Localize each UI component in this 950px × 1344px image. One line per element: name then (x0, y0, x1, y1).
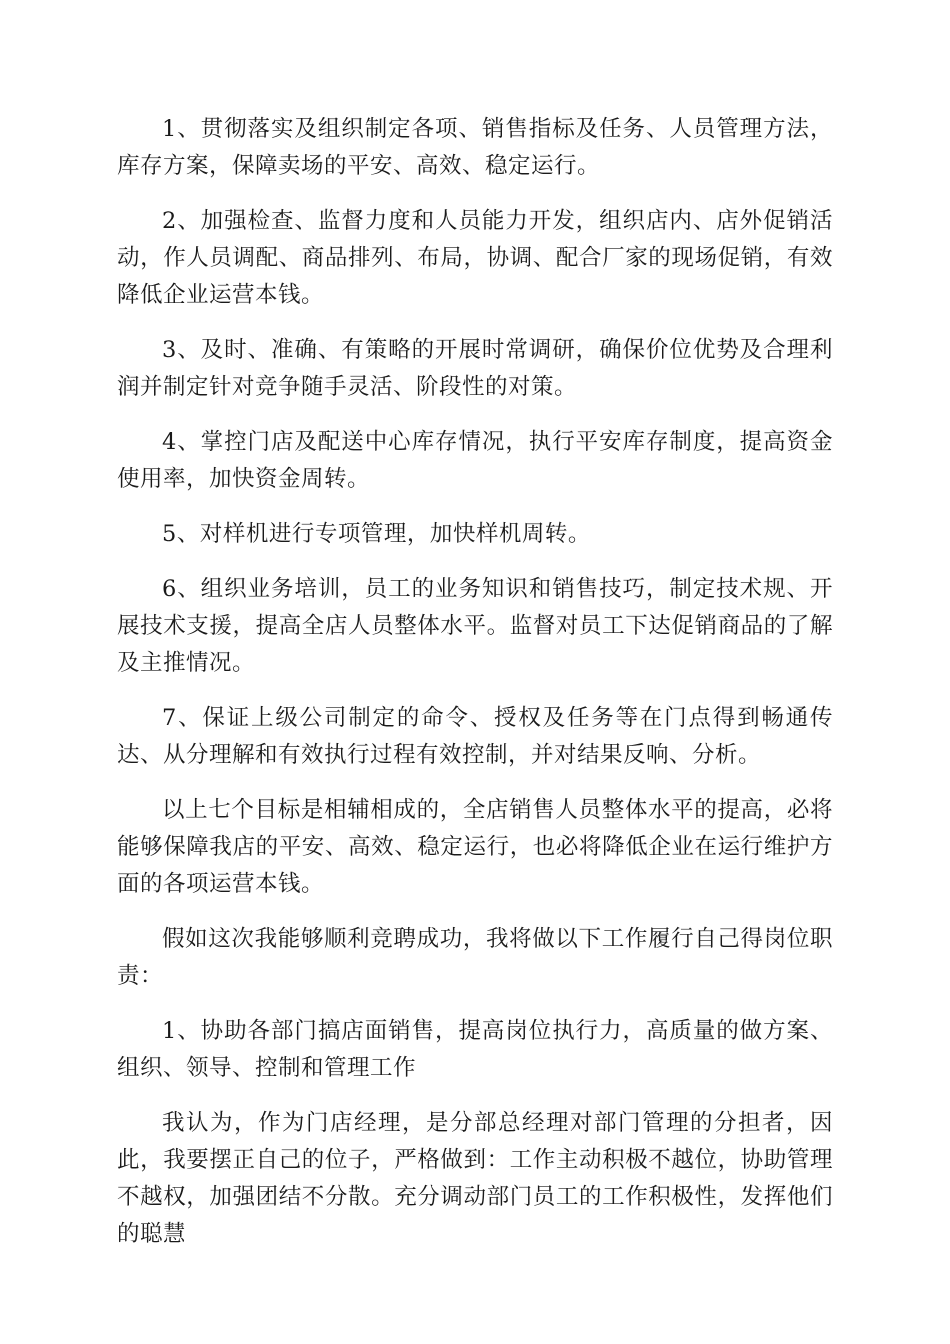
paragraph-5: 5、对样机进行专项管理，加快样机周转。 (162, 521, 591, 547)
paragraph-2: 2、加强检查、监督力度和人员能力开发，组织店内、店外促销活动，作人员调配、商品排列、布局，协调、配合厂家的现场促销，有效降低企业运营本钱。 (117, 208, 833, 308)
paragraph-summary: 以上七个目标是相辅相成的，全店销售人员整体水平的提高，必将能够保障我店的平安、高效、稳定运行，也必将降低企业在运行维护方面的各项运营本钱。 (117, 797, 833, 897)
paragraph-plan-intro: 假如这次我能够顺利竞聘成功，我将做以下工作履行自己得岗位职责： (117, 926, 833, 989)
paragraph-4: 4、掌控门店及配送中心库存情况，执行平安库存制度，提高资金使用率，加快资金周转。 (117, 429, 833, 492)
paragraph-plan-item-1: 1、协助各部门搞店面销售，提高岗位执行力，高质量的做方案、组织、领导、控制和管理工作 (117, 1018, 833, 1081)
paragraph-1: 1、贯彻落实及组织制定各项、销售指标及任务、人员管理方法，库存方案，保障卖场的平安、高效、稳定运行。 (117, 116, 833, 179)
document-body (117, 111, 833, 1271)
paragraph-role-statement: 我认为，作为门店经理，是分部总经理对部门管理的分担者，因此，我要摆正自己的位子，严格做到：工作主动积极不越位，协助管理不越权，加强团结不分散。充分调动部门员工的工作积极性，发挥他们的聪慧 (117, 1110, 833, 1247)
paragraph-3: 3、及时、准确、有策略的开展时常调研，确保价位优势及合理利润并制定针对竞争随手灵活、阶段性的对策。 (117, 337, 833, 400)
paragraph-7: 7、保证上级公司制定的命令、授权及任务等在门点得到畅通传达、从分理解和有效执行过程有效控制，并对结果反响、分析。 (117, 705, 833, 768)
paragraph-6: 6、组织业务培训，员工的业务知识和销售技巧，制定技术规、开展技术支援，提高全店人员整体水平。监督对员工下达促销商品的了解及主推情况。 (117, 576, 833, 676)
